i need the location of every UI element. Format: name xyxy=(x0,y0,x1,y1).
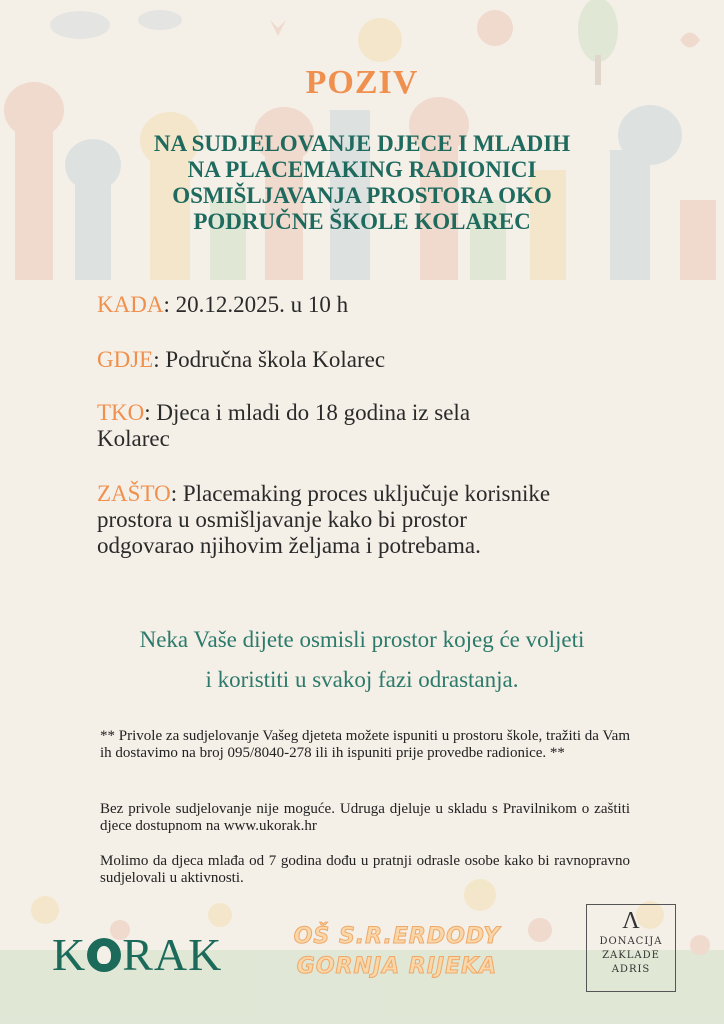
footprint-icon xyxy=(87,938,121,972)
info-zasto xyxy=(97,481,567,559)
adris-logo-line: ADRIS xyxy=(611,964,651,975)
quote-line: Neka Vaše dijete osmisli prostor kojeg će voljeti xyxy=(139,627,585,652)
info-kada xyxy=(97,292,567,318)
school-logo-line: GORNJA RIJEKA xyxy=(296,954,498,979)
quote-line: i koristiti u svakoj fazi odrastanja. xyxy=(205,667,519,692)
quote xyxy=(60,620,664,700)
subtitle-line: PODRUČNE ŠKOLE KOLAREC xyxy=(193,209,531,234)
subtitle-line: NA SUDJELOVANJE DJECE I MLADIH xyxy=(153,131,571,156)
school-logo-line: OŠ S.R.ERDODY xyxy=(293,924,501,949)
info-label-kada: KADA xyxy=(97,292,164,317)
adris-logo-line: ZAKLADE xyxy=(602,950,660,961)
page-subtitle xyxy=(60,131,664,235)
note-molimo: Molimo da djeca mlađa od 7 godina dođu u pratnji odrasle osobe kako bi ravnopravno sudjelovali u aktivnosti. xyxy=(100,853,630,886)
school-logo xyxy=(282,922,512,982)
subtitle-line: OSMIŠLJAVANJA PROSTORA OKO xyxy=(172,183,552,208)
adris-mark-icon: Λ xyxy=(622,908,640,934)
note-bez-privole xyxy=(100,801,630,835)
info-label-gdje: GDJE xyxy=(97,347,154,372)
korak-logo-rest: RAK xyxy=(122,929,223,980)
info-value-tko: : Djeca i mladi do 18 godina iz sela Kolarec xyxy=(97,400,471,451)
info-tko xyxy=(97,400,537,452)
korak-logo xyxy=(52,928,222,981)
adris-logo-line: DONACIJA xyxy=(599,936,663,947)
adris-logo xyxy=(586,904,676,992)
info-gdje xyxy=(97,347,567,373)
info-value-kada: : 20.12.2025. u 10 h xyxy=(163,292,349,317)
korak-logo-k: K xyxy=(52,929,87,980)
info-value-zasto: : Placemaking proces uključuje korisnike prostora u osmišljavanje kako bi prostor odgovarao njihovim željama i potrebama. xyxy=(97,481,551,558)
note-bez-privole-text: Bez privole sudjelovanje nije moguće. Udruga djeluje u skladu s Pravilnikom o zaštiti djece dostupnom na www.ukorak.hr xyxy=(100,801,630,834)
subtitle-line: NA PLACEMAKING RADIONICI xyxy=(187,157,537,182)
page-title: POZIV xyxy=(305,64,419,101)
info-label-zasto: ZAŠTO xyxy=(97,481,171,506)
info-label-tko: TKO xyxy=(97,400,145,425)
note-privole: ** Privole za sudjelovanje Vašeg djeteta možete ispuniti u prostoru škole, tražiti da Vam ih dostavimo na broj 095/8040-278 ili ih ispuniti prije provedbe radionice. ** xyxy=(100,728,630,761)
info-value-gdje: : Područna škola Kolarec xyxy=(153,347,386,372)
